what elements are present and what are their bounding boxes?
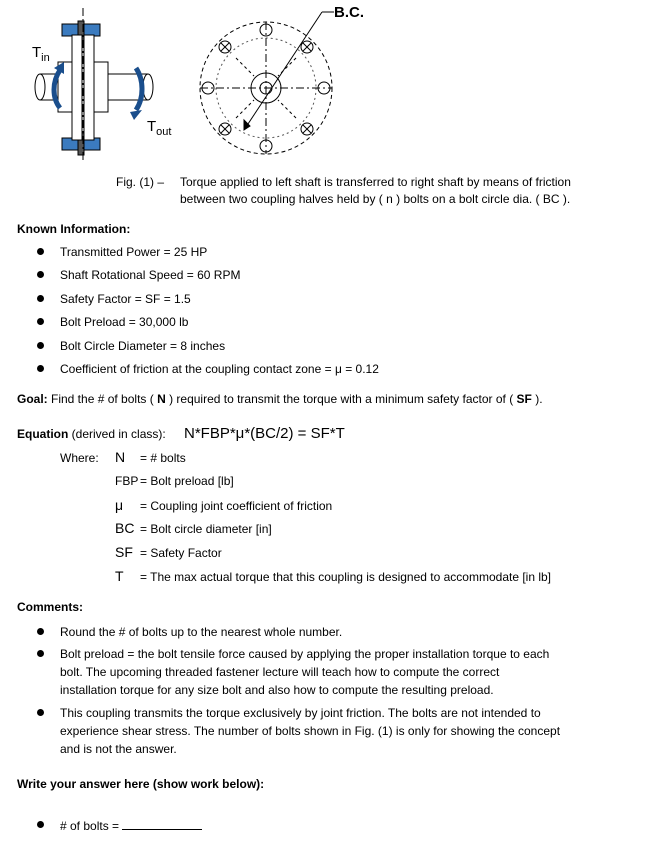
- tin-main: T: [32, 44, 42, 61]
- tout-label: [147, 118, 171, 138]
- known-item: Transmitted Power = 25 HP: [60, 245, 207, 259]
- var-row: [115, 449, 186, 465]
- coupling-figure: [0, 0, 649, 165]
- answer-bolts: [60, 818, 202, 833]
- known-item: Bolt Preload = 30,000 lb: [60, 315, 188, 329]
- comment-line: experience shear stress. The number of bolts shown in Fig. (1) is only for showing the concept: [60, 724, 561, 738]
- known-heading: Known Information:: [17, 222, 131, 236]
- tin-sub: in: [41, 52, 50, 64]
- goal-text-a: Find the # of bolts (: [47, 392, 158, 406]
- comment-item: Bolt preload = the bolt tensile force caused by applying the proper installation torque to each: [60, 647, 549, 661]
- comment-line: and is not the answer.: [60, 742, 177, 756]
- bc-label: B.C.: [334, 4, 364, 21]
- comment-item: Round the # of bolts up to the nearest whole number.: [60, 625, 342, 639]
- known-item: Safety Factor = SF = 1.5: [60, 292, 191, 306]
- goal-line: [17, 392, 543, 406]
- var-desc: = Coupling joint coefficient of friction: [140, 499, 333, 513]
- var-desc: = Safety Factor: [140, 546, 222, 560]
- equation-note: (derived in class):: [68, 427, 166, 441]
- var-row: [115, 568, 551, 584]
- goal-text-b: ) required to transmit the torque with a minimum safety factor of (: [165, 392, 517, 406]
- answer-bolts-label: # of bolts =: [60, 819, 123, 833]
- goal-label: Goal:: [17, 392, 48, 406]
- known-item: Coefficient of friction at the coupling contact zone = μ = 0.12: [60, 362, 379, 376]
- caption-prefix: Fig. (1) –: [116, 175, 165, 189]
- var-symbol: μ: [115, 497, 124, 513]
- equation-formula: N*FBP*μ*(BC/2) = SF*T: [184, 425, 345, 442]
- var-symbol: SF: [115, 544, 133, 560]
- comment-line: installation torque for any size bolt and also how to compute the resulting preload.: [60, 683, 494, 697]
- tout-sub: out: [156, 126, 172, 138]
- goal-sf: SF: [516, 392, 532, 406]
- bolt-circle-view: [200, 12, 334, 154]
- var-row: [115, 544, 222, 560]
- caption-line-1: Torque applied to left shaft is transferred to right shaft by means of friction: [180, 175, 571, 189]
- tout-main: T: [147, 118, 157, 135]
- known-item: Shaft Rotational Speed = 60 RPM: [60, 268, 240, 282]
- var-symbol: FBP: [115, 474, 139, 488]
- var-row: [115, 497, 332, 513]
- tin-label: [32, 44, 50, 64]
- equation-label: Equation: [17, 427, 69, 441]
- var-symbol: N: [115, 449, 126, 465]
- comment-item: This coupling transmits the torque exclusively by joint friction. The bolts are not intended to: [60, 706, 541, 720]
- goal-text-c: ).: [531, 392, 543, 406]
- var-row: [115, 474, 234, 488]
- comments-heading: Comments:: [17, 600, 84, 614]
- goal-n: N: [157, 392, 166, 406]
- answer-heading: Write your answer here (show work below):: [17, 777, 265, 791]
- known-item: Bolt Circle Diameter = 8 inches: [60, 339, 225, 353]
- var-desc: = # bolts: [140, 451, 186, 465]
- equation-line: [17, 427, 166, 441]
- var-row: [115, 520, 272, 536]
- comment-line: bolt. The upcoming threaded fastener lecture will teach how to compute the correct: [60, 665, 500, 679]
- var-desc: = Bolt circle diameter [in]: [140, 522, 272, 536]
- where-label: Where:: [60, 451, 99, 465]
- var-symbol: BC: [115, 520, 135, 536]
- answer-blank[interactable]: [122, 818, 202, 830]
- caption-line-2: between two coupling halves held by ( n ) bolts on a bolt circle dia. ( BC ).: [180, 192, 571, 206]
- var-symbol: T: [115, 568, 124, 584]
- var-desc: = Bolt preload [lb]: [140, 474, 234, 488]
- var-desc: = The max actual torque that this coupling is designed to accommodate [in lb]: [140, 570, 552, 584]
